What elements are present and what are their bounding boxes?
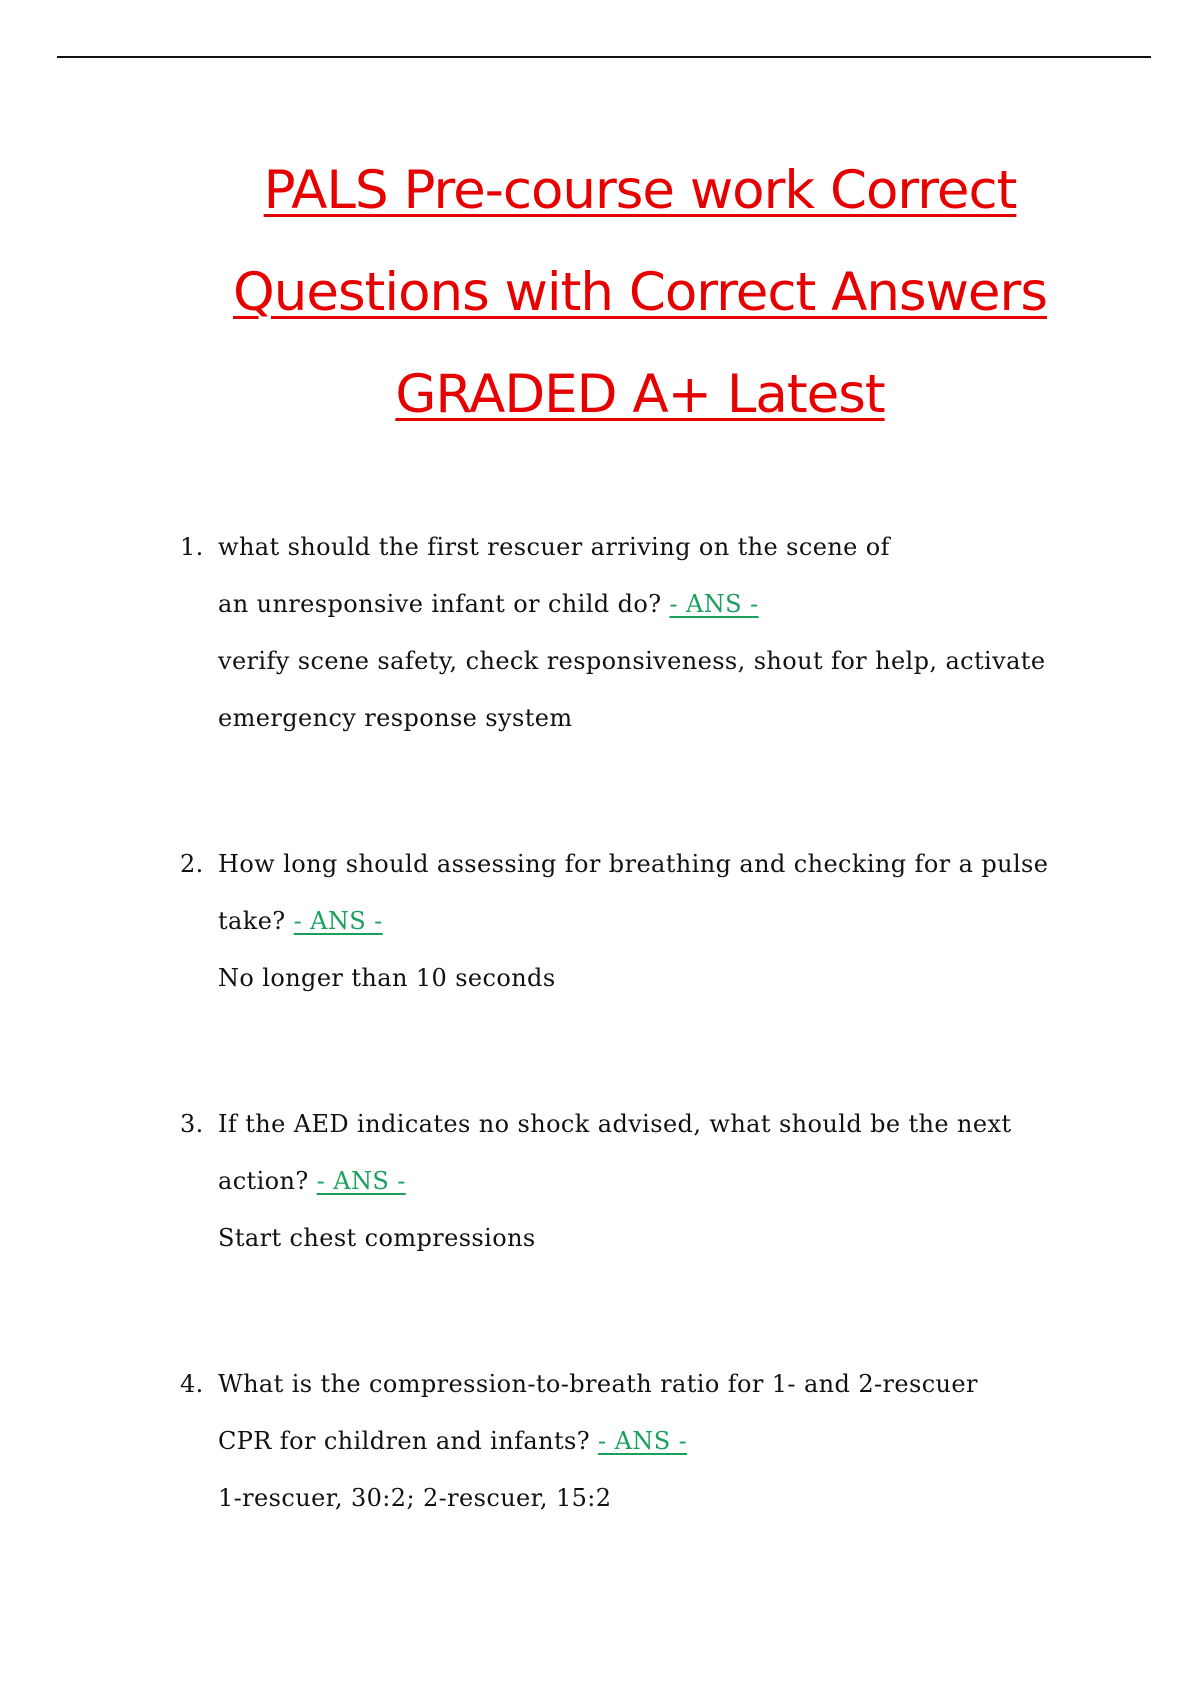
title-line-1: PALS Pre-course work Correct	[263, 160, 1017, 221]
answer-text: verify scene safety, check responsiveness, shout for help, activate emergency response system	[218, 647, 1046, 732]
question-text-block	[218, 519, 908, 633]
question-number: 2.	[180, 850, 204, 878]
header-rule	[57, 56, 1151, 58]
qa-item-1	[180, 519, 1060, 747]
title-line-3: GRADED A+ Latest	[395, 364, 885, 425]
document-title	[200, 140, 1080, 446]
qa-item-2	[180, 836, 1060, 1007]
answer-text: 1-rescuer, 30:2; 2-rescuer, 15:2	[218, 1484, 612, 1512]
question-text: what should the first rescuer arriving on the scene of an unresponsive infant or child do?	[218, 533, 890, 618]
question-text-block	[218, 836, 1058, 950]
question-text: If the AED indicates no shock advised, what should be the next action?	[218, 1110, 1012, 1195]
question-number: 4.	[180, 1370, 204, 1398]
question-text: What is the compression-to-breath ratio for 1- and 2-rescuer CPR for children and infants?	[218, 1370, 978, 1455]
question-number: 1.	[180, 533, 204, 561]
answer-text: Start chest compressions	[218, 1224, 536, 1252]
qa-item-4	[180, 1356, 1060, 1527]
qa-item-3	[180, 1096, 1060, 1267]
ans-marker: - ANS -	[669, 590, 759, 618]
answer-text: No longer than 10 seconds	[218, 964, 556, 992]
ans-marker: - ANS -	[598, 1427, 688, 1455]
ans-marker: - ANS -	[293, 907, 383, 935]
question-text-block	[218, 1096, 1018, 1210]
question-text-block	[218, 1356, 1038, 1470]
ans-marker: - ANS -	[316, 1167, 406, 1195]
question-text: How long should assessing for breathing and checking for a pulse take?	[218, 850, 1049, 935]
title-line-2: Questions with Correct Answers	[233, 262, 1047, 323]
question-number: 3.	[180, 1110, 204, 1138]
